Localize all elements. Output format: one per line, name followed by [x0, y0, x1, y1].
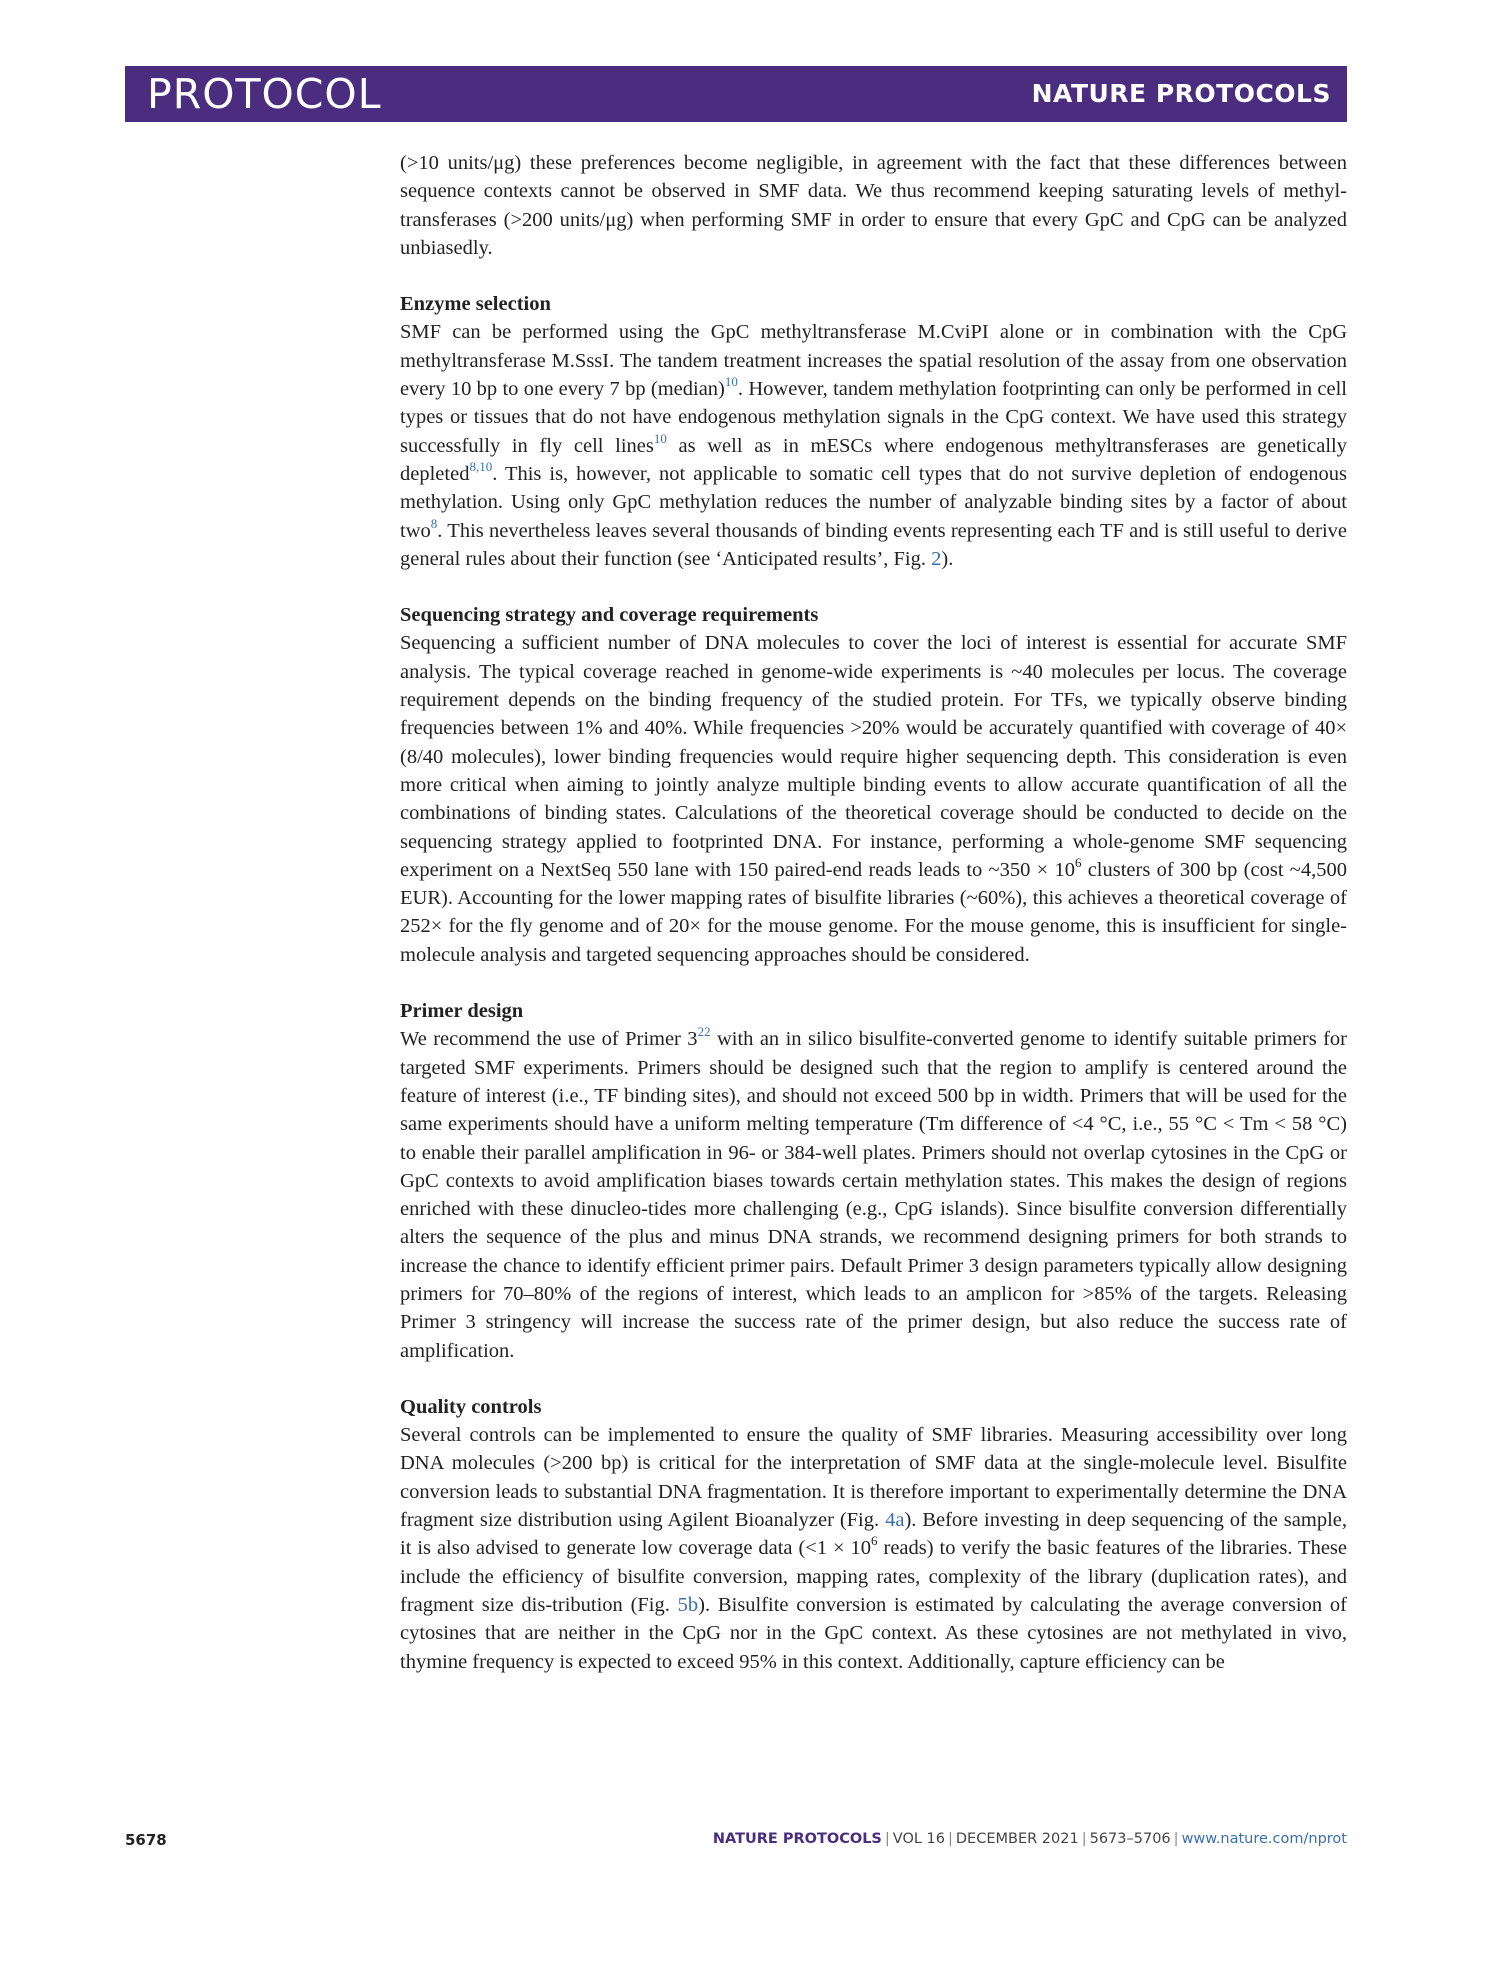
footer-journal: NATURE PROTOCOLS	[712, 1831, 882, 1847]
citation-ref[interactable]: 22	[697, 1024, 711, 1040]
text-run: as well as in mESCs where endogenous methyltransferases are genetically depleted	[400, 434, 1347, 485]
footer-separator: |	[884, 1831, 890, 1847]
paragraph-quality	[400, 1421, 1347, 1676]
text-run: . However, tandem methylation footprinting can only be performed in cell types or tissues that do not have endogenous methylation signals in the CpG context. We have used this strategy successfully in fly cell lines	[400, 378, 1347, 457]
section-title-enzyme: Enzyme selection	[400, 293, 551, 316]
text-run: ). Before investing in deep sequencing of the sample, it is also advised to generate low coverage data (<1 × 10	[400, 1509, 1347, 1560]
footer-separator: |	[948, 1831, 953, 1847]
citation-ref[interactable]: 8,10	[469, 458, 493, 474]
intro-paragraph	[400, 149, 1347, 262]
text-run: ).	[941, 547, 954, 570]
text-run: We recommend the use of Primer 3	[400, 1028, 698, 1051]
footer-separator: |	[1173, 1831, 1179, 1847]
text-run: ). Bisulfite conversion is estimated by calculating the average conversion of cytosines that are neither in the CpG nor in the GpC context. As these cytosines are not methylated in vivo, thymine frequency is expected to exceed 95% in this context. Additionally, capture efficiency can be	[400, 1593, 1347, 1673]
text-run: Several controls can be implemented to ensure the quality of SMF libraries. Measuring accessibility over long DNA molecules (>200 bp) is critical for the interpretation of SMF data at the single-molecule level. Bisulfite conversion leads to substantial DNA fragmentation. It is therefore important to experimentally determine the DNA fragment size distribution using Agilent Bioanalyzer (Fig.	[400, 1424, 1347, 1532]
section-title-sequencing: Sequencing strategy and coverage requirements	[400, 604, 819, 627]
figure-link[interactable]: 4a	[885, 1509, 905, 1532]
journal-name-header: NATURE PROTOCOLS	[1031, 79, 1331, 108]
article-type-label: PROTOCOL	[147, 70, 382, 118]
footer-date: DECEMBER 2021	[955, 1831, 1079, 1847]
text-run: SMF can be performed using the GpC methyltransferase M.CviPI alone or in combination with the CpG methyltransferase M.SssI. The tandem treatment increases the spatial resolution of the assay from one observation every 10 bp to one every 7 bp (median)	[400, 321, 1347, 401]
citation-ref[interactable]: 8	[430, 515, 438, 531]
footer-citation	[713, 1831, 1347, 1847]
footer-pages: 5673–5706	[1089, 1831, 1171, 1847]
section-title-quality: Quality controls	[400, 1395, 542, 1418]
text-run: Sequencing a sufficient number of DNA molecules to cover the loci of interest is essential for accurate SMF analysis. The typical coverage reached in genome-wide experiments is ~40 molecules per locus. The coverage requirement depends on the binding frequency of the studied protein. For TFs, we typically observe binding frequencies between 1% and 40%. While frequencies >20% would be accurately quantified with coverage of 40× (8/40 molecules), lower binding frequencies would require higher sequencing depth. This consideration is even more critical when aiming to jointly analyze multiple binding events to allow accurate quantification of all the combinations of binding states. Calculations of the theoretical coverage should be conducted to decide on the sequencing strategy applied to footprinted DNA. For instance, performing a whole-genome SMF sequencing experiment on a NextSeq 550 lane with 150 paired-end reads leads to ~350 × 10	[400, 632, 1347, 881]
page-number: 5678	[125, 1831, 167, 1849]
text-run: reads) to verify the basic features of the libraries. These include the efficiency of bisulfite conversion, mapping rates, complexity of the library (duplication rates), and fragment size dis-tribution (Fig.	[400, 1537, 1348, 1616]
citation-ref[interactable]: 10	[724, 374, 738, 390]
paragraph-sequencing	[400, 629, 1347, 969]
text-run: . This nevertheless leaves several thousands of binding events representing each TF and is still useful to derive general rules about their function (see ‘Anticipated results’, Fig.	[400, 519, 1347, 570]
text-run: . This is, however, not applicable to somatic cell types that do not survive depletion of endogenous methylation. Using only GpC methylation reduces the number of analyzable binding sites by a factor of about two	[400, 462, 1347, 542]
section-primer-design	[400, 997, 1347, 1365]
superscript: 6	[871, 1533, 878, 1549]
section-sequencing-strategy	[400, 601, 1347, 969]
figure-link[interactable]: 5b	[677, 1593, 699, 1616]
article-body	[400, 149, 1347, 1676]
footer-volume: VOL 16	[892, 1831, 945, 1847]
section-quality-controls	[400, 1393, 1347, 1676]
footer-separator: |	[1081, 1831, 1087, 1847]
superscript: 6	[1074, 854, 1082, 870]
footer-url-link[interactable]: www.nature.com/nprot	[1181, 1831, 1347, 1847]
section-title-primer: Primer design	[400, 1000, 524, 1023]
paragraph-enzyme	[400, 318, 1347, 573]
text-run: clusters of 300 bp (cost ~4,500 EUR). Accounting for the lower mapping rates of bisulfite libraries (~60%), this achieves a theoretical coverage of 252× for the fly genome and of 20× for the mouse genome. For the mouse genome, this is insufficient for single-molecule analysis and targeted sequencing approaches should be considered.	[400, 858, 1347, 966]
intro-text: (>10 units/μg) these preferences become negligible, in agreement with the fact that these differences between sequence contexts cannot be observed in SMF data. We thus recommend keeping saturating levels of methyl-transferases (>200 units/μg) when performing SMF in order to ensure that every GpC and CpG can be analyzed unbiasedly.	[400, 152, 1347, 259]
citation-ref[interactable]: 10	[653, 430, 667, 446]
running-header	[125, 66, 1347, 122]
text-run: with an in silico bisulfite-converted genome to identify suitable primers for targeted SMF experiments. Primers should be designed such that the region to amplify is centered around the feature of interest (i.e., TF binding sites), and should not exceed 500 bp in width. Primers that will be used for the same experiments should have a uniform melting temperature (Tm difference of <4 °C, i.e., 55 °C < Tm < 58 °C) to enable their parallel amplification in 96- or 384-well plates. Primers should not overlap cytosines in the CpG or GpC contexts to avoid amplification biases towards certain methylation states. This makes the design of regions enriched with these dinucleo-tides more challenging (e.g., CpG islands). Since bisulfite conversion differentially alters the sequence of the plus and minus DNA strands, we recommend designing primers for both strands to increase the chance to identify efficient primer pairs. Default Primer 3 design parameters typically allow designing primers for 70–80% of the regions of interest, which leads to an amplicon for >85% of the targets. Releasing Primer 3 stringency will increase the success rate of the primer design, but also reduce the success rate of amplification.	[400, 1028, 1347, 1362]
section-enzyme-selection	[400, 290, 1347, 573]
figure-link[interactable]: 2	[931, 547, 942, 570]
paragraph-primer	[400, 1025, 1347, 1365]
